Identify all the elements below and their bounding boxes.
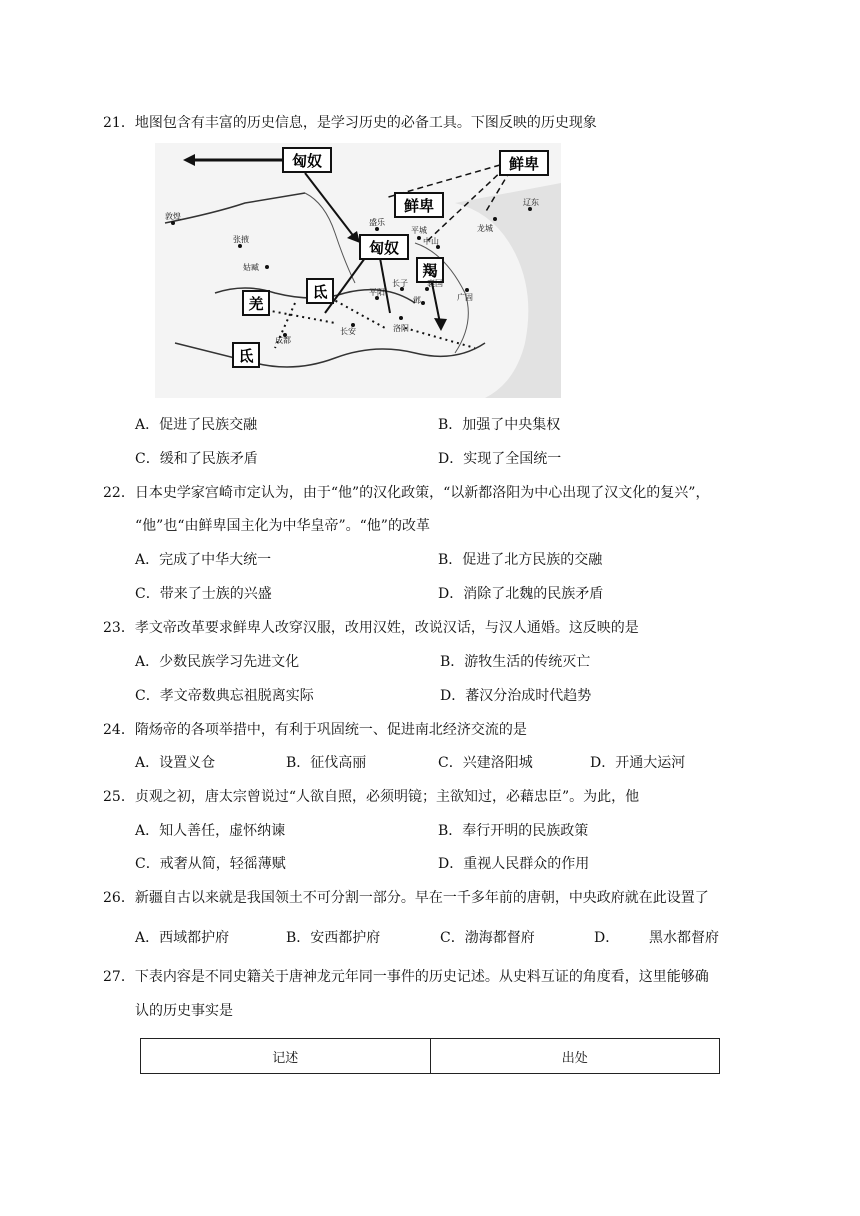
map-place-zhangye: 张掖 — [233, 235, 249, 244]
q25-option-c[interactable]: C．戒奢从简，轻徭薄赋 — [135, 856, 286, 872]
table-header-record: 记述 — [141, 1039, 431, 1074]
map-place-guzang: 姑臧 — [243, 263, 259, 272]
q23-option-c[interactable]: C．孝文帝数典忘祖脱离实际 — [135, 688, 314, 704]
q26-option-a[interactable]: A．西域都护府 — [135, 930, 230, 946]
q25-option-d[interactable]: D．重视人民群众的作用 — [438, 856, 590, 872]
question-27-continuation: 认的历史事实是 — [135, 1003, 233, 1019]
q21-option-a[interactable]: A．促进了民族交融 — [135, 417, 258, 433]
q26-option-d-letter[interactable]: D． — [594, 930, 620, 946]
map-place-zhangzi: 长子 — [392, 279, 408, 288]
map-place-liaodong: 辽东 — [523, 198, 539, 207]
map-place-pingyang: 平阳 — [369, 288, 385, 297]
map-tribe-xianbei: 鲜卑 — [403, 197, 435, 215]
map-place-longcheng: 龙城 — [477, 224, 493, 233]
question-23-stem: 23．孝文帝改革要求鲜卑人改穿汉服，改用汉姓，改说汉话，与汉人通婚。这反映的是 — [103, 620, 639, 636]
map-tribe-xiongnu-north: 匈奴 — [291, 152, 323, 170]
map-place-zhongshan: 中山 — [423, 237, 439, 246]
q26-option-c[interactable]: C．渤海都督府 — [440, 930, 535, 946]
question-22-stem: 22．日本史学家宫崎市定认为，由于“他”的汉化政策，“以新都洛阳为中心出现了汉文化的复兴”， — [103, 485, 710, 501]
q24-option-b[interactable]: B．征伐高丽 — [286, 755, 367, 771]
q25-option-a[interactable]: A．知人善任，虚怀纳谏 — [135, 823, 286, 839]
map-tribe-jie: 羯 — [422, 262, 438, 280]
q24-option-c[interactable]: C．兴建洛阳城 — [438, 755, 533, 771]
q21-option-d[interactable]: D．实现了全国统一 — [438, 451, 562, 467]
q21-option-c[interactable]: C．缓和了民族矛盾 — [135, 451, 258, 467]
question-26-stem: 26．新疆自古以来就是我国领土不可分割一部分。早在一千多年前的唐朝，中央政府就在此设置了 — [103, 890, 709, 906]
map-place-luoyang: 洛阳 — [393, 324, 409, 333]
map-tribe-di-south: 氐 — [238, 347, 254, 365]
map-tribe-qiang: 羌 — [248, 295, 264, 313]
table-header-source: 出处 — [430, 1039, 720, 1074]
q26-option-b[interactable]: B．安西都护府 — [286, 930, 381, 946]
map-place-shengle: 盛乐 — [369, 218, 385, 227]
q24-option-d[interactable]: D．开通大运河 — [590, 755, 686, 771]
question-24-stem: 24．隋炀帝的各项举措中，有利于巩固统一、促进南北经济交流的是 — [103, 722, 527, 738]
historical-migration-map — [155, 143, 561, 398]
q23-option-b[interactable]: B．游牧生活的传统灭亡 — [440, 654, 591, 670]
question-27-stem: 27．下表内容是不同史籍关于唐神龙元年同一事件的历史记述。从史料互证的角度看，这里能够确 — [103, 969, 709, 985]
map-place-ye: 邺 — [413, 296, 421, 305]
q22-option-c[interactable]: C．带来了士族的兴盛 — [135, 586, 272, 602]
question-25-stem: 25．贞观之初，唐太宗曾说过“人欲自照，必须明镜；主欲知过，必藉忠臣”。为此，他 — [103, 789, 640, 805]
q23-option-d[interactable]: D．蕃汉分治成时代趋势 — [440, 688, 592, 704]
map-place-xiangguo: 襄国 — [427, 279, 443, 288]
q22-option-a[interactable]: A．完成了中华大统一 — [135, 552, 272, 568]
question-21-stem: 21．地图包含有丰富的历史信息，是学习历史的必备工具。下图反映的历史现象 — [103, 115, 597, 131]
map-tribe-xianbei-east: 鲜卑 — [508, 155, 540, 173]
sources-table — [140, 1038, 720, 1074]
q22-option-b[interactable]: B．促进了北方民族的交融 — [438, 552, 603, 568]
q25-option-b[interactable]: B．奉行开明的民族政策 — [438, 823, 589, 839]
map-place-changan: 长安 — [340, 327, 356, 336]
q23-option-a[interactable]: A．少数民族学习先进文化 — [135, 654, 300, 670]
map-place-guanggu: 广固 — [457, 293, 473, 302]
map-tribe-di: 氐 — [312, 283, 328, 301]
q22-option-d[interactable]: D．消除了北魏的民族矛盾 — [438, 586, 604, 602]
table-header-row — [141, 1039, 720, 1074]
map-place-chengdu: 成都 — [275, 336, 291, 345]
map-tribe-xiongnu: 匈奴 — [368, 239, 400, 257]
map-place-pingcheng: 平城 — [411, 226, 427, 235]
q24-option-a[interactable]: A．设置义仓 — [135, 755, 216, 771]
question-22-continuation: “他”也“由鲜卑国主化为中华皇帝”。“他”的改革 — [135, 518, 430, 534]
q21-option-b[interactable]: B．加强了中央集权 — [438, 417, 561, 433]
map-place-dunhuang: 敦煌 — [165, 212, 181, 221]
q26-option-d-text[interactable]: 黑水都督府 — [649, 930, 719, 946]
